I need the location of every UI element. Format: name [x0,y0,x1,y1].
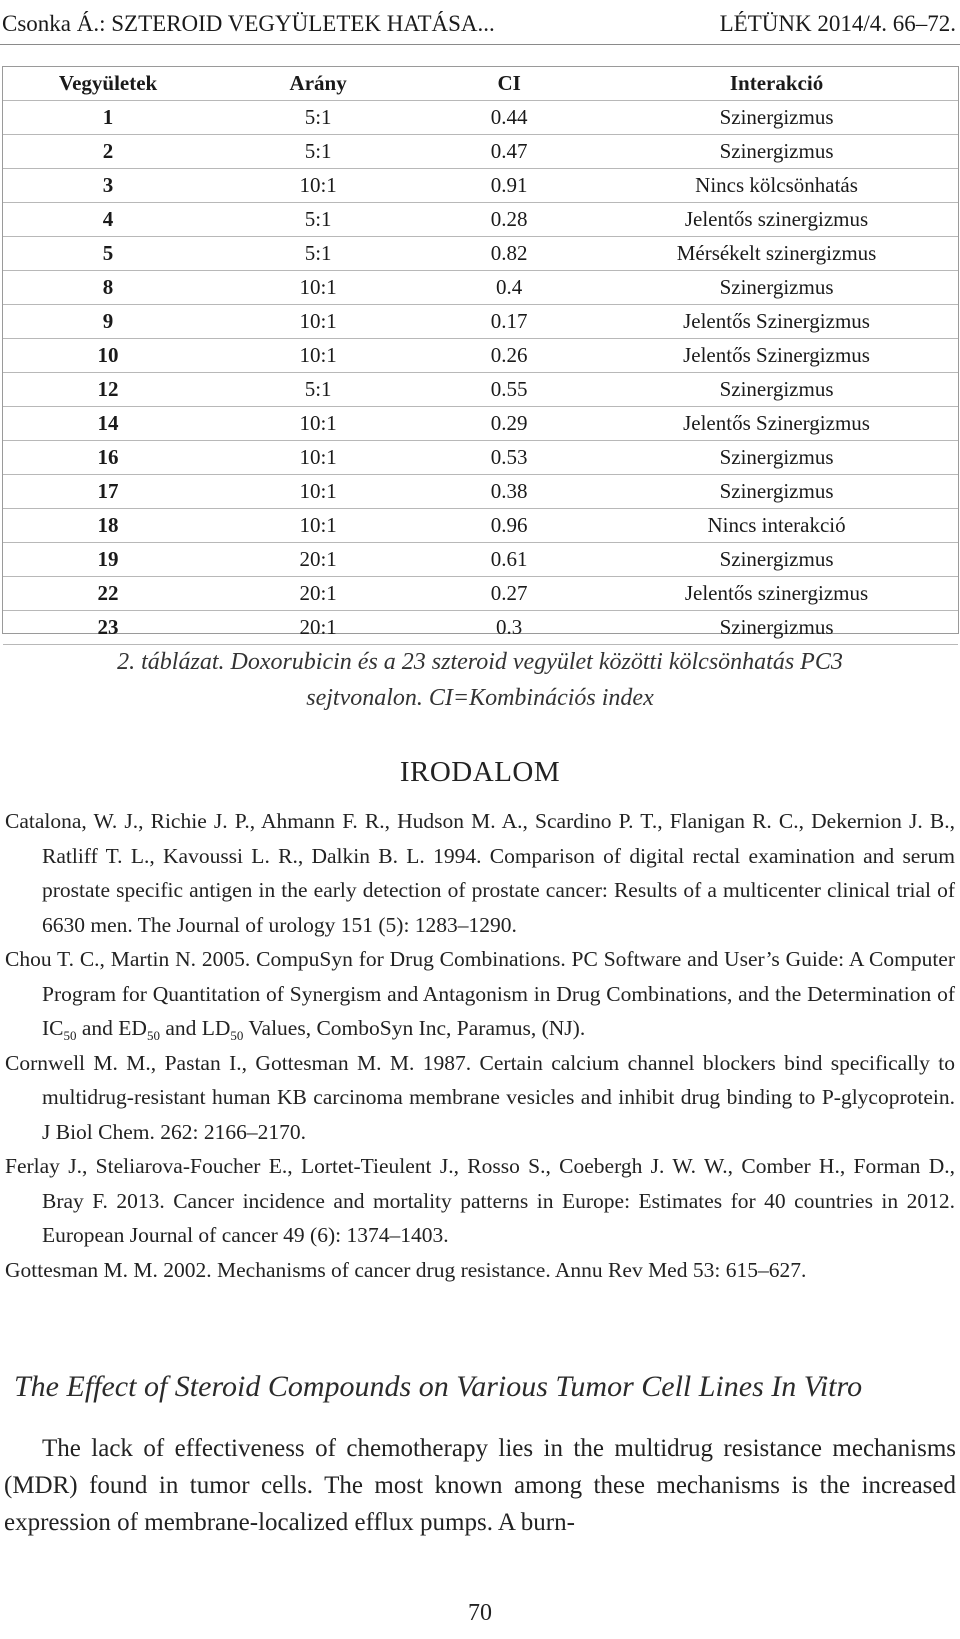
cell-compound: 10 [3,339,213,373]
cell-ci: 0.96 [423,509,595,543]
cell-interaction: Szinergizmus [595,135,958,169]
cell-ratio: 10:1 [213,339,423,373]
cell-ci: 0.44 [423,101,595,135]
cell-ci: 0.55 [423,373,595,407]
cell-ci: 0.3 [423,611,595,645]
reference-text: and LD [159,1016,231,1040]
table-caption [0,644,960,716]
cell-interaction: Nincs interakció [595,509,958,543]
cell-compound: 18 [3,509,213,543]
table-row [3,271,958,305]
cell-ci: 0.47 [423,135,595,169]
cell-ci: 0.26 [423,339,595,373]
subscript: 50 [230,1028,244,1043]
column-header-ci: CI [423,67,595,101]
cell-compound: 12 [3,373,213,407]
cell-compound: 16 [3,441,213,475]
cell-ci: 0.28 [423,203,595,237]
running-header [0,4,960,45]
table-row [3,441,958,475]
cell-ci: 0.27 [423,577,595,611]
caption-line-1: 2. táblázat. Doxorubicin és a 23 szteroid vegyület közötti kölcsönhatás PC3 [117,649,843,675]
cell-interaction: Szinergizmus [595,373,958,407]
cell-ci: 0.29 [423,407,595,441]
table-row [3,475,958,509]
subscript: 50 [146,1028,160,1043]
table-row [3,305,958,339]
cell-interaction: Szinergizmus [595,475,958,509]
cell-compound: 2 [3,135,213,169]
table-row [3,577,958,611]
page-number: 70 [468,1600,492,1626]
results-table-container [2,66,959,639]
cell-compound: 3 [3,169,213,203]
cell-interaction: Jelentős Szinergizmus [595,339,958,373]
cell-compound: 8 [3,271,213,305]
cell-interaction: Szinergizmus [595,543,958,577]
cell-interaction: Szinergizmus [595,611,958,645]
header-right: LÉTÜNK 2014/4. 66–72. [719,11,956,36]
cell-ratio: 5:1 [213,373,423,407]
cell-interaction: Szinergizmus [595,271,958,305]
cell-interaction: Nincs kölcsönhatás [595,169,958,203]
cell-interaction: Jelentős Szinergizmus [595,407,958,441]
cell-ratio: 20:1 [213,611,423,645]
cell-compound: 1 [3,101,213,135]
table-row [3,611,958,645]
cell-compound: 4 [3,203,213,237]
column-header-interaction: Interakció [595,67,958,101]
table-row [3,237,958,271]
cell-interaction: Mérsékelt szinergizmus [595,237,958,271]
table-header-row [3,67,958,101]
cell-compound: 14 [3,407,213,441]
cell-compound: 23 [3,611,213,645]
cell-ci: 0.38 [423,475,595,509]
reference-item: Catalona, W. J., Richie J. P., Ahmann F. R., Hudson M. A., Scardino P. T., Flanigan R. C., Dekernion J. B., Ratliff T. L., Kavoussi L. R., Dalkin B. L. 1994. Comparison of digital rectal examination and serum prostate specific antigen in the early detection of prostate cancer: Results of a multicenter clinical trial of 6630 men. The Journal of urology 151 (5): 1283–1290. [5,809,955,937]
cell-interaction: Jelentős szinergizmus [595,577,958,611]
subscript: 50 [63,1028,77,1043]
cell-ci: 0.91 [423,169,595,203]
cell-compound: 22 [3,577,213,611]
cell-ratio: 5:1 [213,135,423,169]
references-heading: IRODALOM [399,756,561,788]
cell-compound: 9 [3,305,213,339]
reference-item [5,942,955,1046]
table-row [3,101,958,135]
cell-ratio: 10:1 [213,441,423,475]
reference-item: Cornwell M. M., Pastan I., Gottesman M. M. 1987. Certain calcium channel blockers bind specifically to multidrug-resistant human KB carcinoma membrane vesicles and inhibit drug binding to P-glycoprotein. J Biol Chem. 262: 2166–2170. [5,1050,955,1144]
table-row [3,135,958,169]
reference-item: Gottesman M. M. 2002. Mechanisms of cancer drug resistance. Annu Rev Med 53: 615–627. [5,1257,807,1282]
cell-ci: 0.4 [423,271,595,305]
cell-interaction: Szinergizmus [595,101,958,135]
cell-ratio: 5:1 [213,203,423,237]
cell-compound: 5 [3,237,213,271]
column-header-compounds: Vegyületek [3,67,213,101]
cell-ratio: 10:1 [213,475,423,509]
cell-ci: 0.53 [423,441,595,475]
reference-text: Values, ComboSyn Inc, Paramus, (NJ). [243,1016,586,1040]
english-summary-title: The Effect of Steroid Compounds on Various Tumor Cell Lines In Vitro [14,1370,863,1403]
cell-ratio: 20:1 [213,543,423,577]
cell-ratio: 10:1 [213,169,423,203]
table-row [3,169,958,203]
cell-ci: 0.61 [423,543,595,577]
cell-compound: 19 [3,543,213,577]
table-row [3,543,958,577]
table-row [3,203,958,237]
column-header-ratio: Arány [213,67,423,101]
cell-ci: 0.17 [423,305,595,339]
cell-interaction: Jelentős Szinergizmus [595,305,958,339]
cell-ratio: 5:1 [213,237,423,271]
table-row [3,407,958,441]
table-row [3,339,958,373]
english-summary-text: The lack of effectiveness of chemotherapy lies in the multidrug resistance mechanisms (MDR) found in tumor cells. The most known among these mechanisms is the increased expression of membrane-localized efflux pumps. A burn- [4,1435,956,1536]
cell-ratio: 5:1 [213,101,423,135]
cell-ratio: 10:1 [213,271,423,305]
reference-item: Ferlay J., Steliarova-Foucher E., Lortet-Tieulent J., Rosso S., Coebergh J. W. W., Comber H., Forman D., Bray F. 2013. Cancer incidence and mortality patterns in Europe: Estimates for 40 countries in 2012. European Journal of cancer 49 (6): 1374–1403. [5,1154,955,1247]
reference-text: Chou T. C., Martin N. 2005. CompuSyn for Drug Combinations. PC Software and User’s Guide: A Computer Program for Quantitation of Synergism and Antagonism in Drug Combinations, and the Determination of IC [5,947,955,1040]
results-table [3,67,958,645]
table-row [3,509,958,543]
references-list [5,804,955,1287]
cell-ratio: 10:1 [213,305,423,339]
cell-interaction: Szinergizmus [595,441,958,475]
header-left: Csonka Á.: SZTEROID VEGYÜLETEK HATÁSA... [2,11,495,36]
table-row [3,373,958,407]
table-body [3,101,958,645]
cell-ci: 0.82 [423,237,595,271]
cell-ratio: 20:1 [213,577,423,611]
cell-ratio: 10:1 [213,407,423,441]
caption-line-2: sejtvonalon. CI=Kombinációs index [306,685,654,711]
cell-interaction: Jelentős szinergizmus [595,203,958,237]
cell-ratio: 10:1 [213,509,423,543]
reference-text: and ED [76,1016,147,1040]
cell-compound: 17 [3,475,213,509]
